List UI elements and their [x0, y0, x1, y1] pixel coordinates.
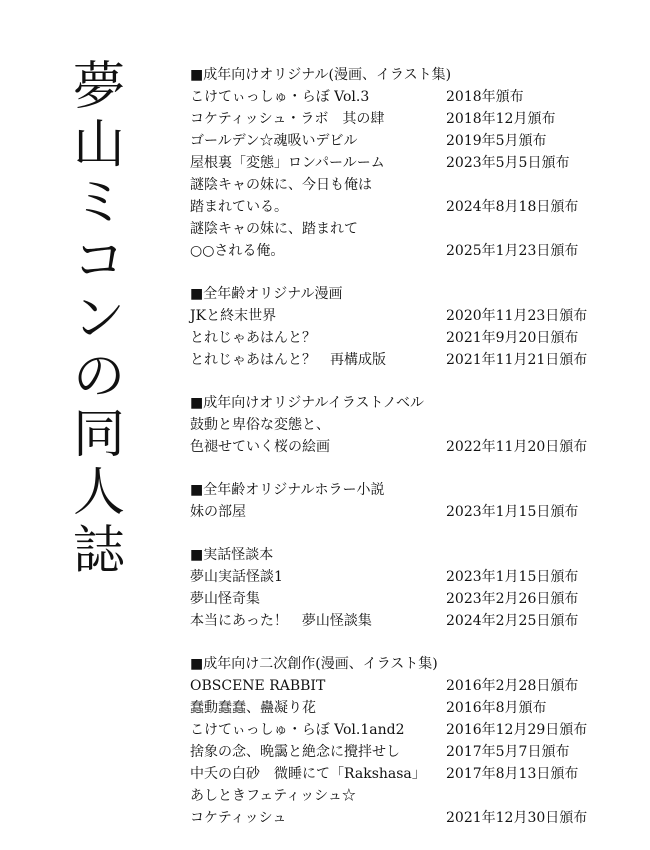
- list-item: [190, 152, 635, 174]
- work-title: ゴールデン☆魂吸いデビル: [190, 133, 358, 149]
- release-date: 2023年5月5日頒布: [446, 155, 570, 171]
- list-item: [190, 741, 635, 763]
- work-title: コケティッシュ・ラボ 其の肆: [190, 111, 385, 127]
- release-date: 2021年9月20日頒布: [446, 330, 579, 346]
- list-item: [190, 218, 635, 240]
- list-item: [190, 86, 635, 108]
- list-item: [190, 305, 635, 327]
- list-item: [190, 588, 635, 610]
- release-date: 2020年11月23日頒布: [446, 308, 588, 324]
- work-title: OBSCENE RABBIT: [190, 678, 326, 694]
- title-char: ン: [72, 289, 125, 349]
- work-title: 踏まれている。: [190, 199, 288, 215]
- work-title: 捨象の念、晩靄と絶念に攪拌せし: [190, 744, 400, 760]
- list-item: [190, 436, 635, 458]
- release-date: 2017年5月7日頒布: [446, 744, 570, 760]
- section-heading: ■成年向けオリジナルイラストノベル: [190, 395, 425, 411]
- release-date: 2018年12月頒布: [446, 111, 556, 127]
- list-item: [190, 697, 635, 719]
- work-title: ○○される俺。: [190, 243, 285, 259]
- work-title: 鼓動と卑俗な変態と、: [190, 417, 330, 433]
- work-title: 謎陰キャの妹に、今日も俺は: [190, 177, 372, 193]
- section-heading: ■全年齢オリジナル漫画: [190, 286, 343, 302]
- title-char: の: [72, 347, 125, 407]
- title-char: 人: [72, 463, 125, 523]
- list-item: [190, 130, 635, 152]
- section: [190, 544, 635, 632]
- title-char: 同: [72, 405, 125, 465]
- list-item: [190, 327, 635, 349]
- release-date: 2025年1月23日頒布: [446, 243, 579, 259]
- work-title: 夢山怪奇集: [190, 591, 260, 607]
- list-item: [190, 196, 635, 218]
- section: [190, 283, 635, 371]
- work-title: とれじゃあはんと？: [190, 330, 316, 346]
- list-item: [190, 174, 635, 196]
- vertical-title: [66, 58, 132, 580]
- work-title: こけてぃっしゅ・らぼ Vol.1and2: [190, 722, 405, 738]
- release-date: 2023年1月15日頒布: [446, 569, 579, 585]
- list-item: [190, 807, 635, 829]
- section: [190, 64, 635, 262]
- doujinshi-list: [190, 64, 635, 850]
- release-date: 2018年頒布: [446, 89, 524, 105]
- work-title: 屋根裏「変態」ロンパールーム: [190, 155, 385, 171]
- list-item: [190, 501, 635, 523]
- work-title: とれじゃあはんと？ 再構成版: [190, 352, 386, 368]
- section-heading: ■成年向けオリジナル(漫画、イラスト集): [190, 67, 452, 83]
- title-char: コ: [72, 231, 125, 291]
- work-title: 蠢動蠢蠢、蠱凝り花: [190, 700, 316, 716]
- section-heading: ■成年向け二次創作(漫画、イラスト集): [190, 656, 438, 672]
- section: [190, 479, 635, 523]
- work-title: 本当にあった！ 夢山怪談集: [190, 613, 372, 629]
- work-title: こけてぃっしゅ・らぼ Vol.3: [190, 89, 370, 105]
- work-title: JKと終末世界: [190, 308, 277, 324]
- release-date: 2024年8月18日頒布: [446, 199, 579, 215]
- list-item: [190, 414, 635, 436]
- release-date: 2021年12月30日頒布: [446, 810, 588, 826]
- work-title: 謎陰キャの妹に、踏まれて: [190, 221, 358, 237]
- work-title: 夢山実話怪談1: [190, 569, 283, 585]
- release-date: 2022年11月20日頒布: [446, 439, 588, 455]
- work-title: 色褪せていく桜の絵画: [190, 439, 330, 455]
- work-title: 中夭の白砂 微睡にて「Rakshasa」: [190, 766, 426, 782]
- work-title: 妹の部屋: [190, 504, 246, 520]
- release-date: 2016年2月28日頒布: [446, 678, 579, 694]
- list-item: [190, 566, 635, 588]
- work-title: あしときフェティッシュ☆: [190, 788, 356, 804]
- section: [190, 392, 635, 458]
- list-item: [190, 610, 635, 632]
- list-item: [190, 675, 635, 697]
- title-char: 山: [72, 115, 125, 175]
- release-date: 2023年2月26日頒布: [446, 591, 579, 607]
- section-heading: ■全年齢オリジナルホラー小説: [190, 482, 385, 498]
- list-item: [190, 108, 635, 130]
- release-date: 2019年5月頒布: [446, 133, 547, 149]
- release-date: 2016年12月29日頒布: [446, 722, 588, 738]
- release-date: 2021年11月21日頒布: [446, 352, 588, 368]
- list-item: [190, 719, 635, 741]
- release-date: 2017年8月13日頒布: [446, 766, 579, 782]
- list-item: [190, 763, 635, 785]
- list-item: [190, 240, 635, 262]
- list-item: [190, 785, 635, 807]
- title-char: ミ: [72, 173, 125, 233]
- work-title: コケティッシュ: [190, 810, 287, 826]
- release-date: 2016年8月頒布: [446, 700, 547, 716]
- title-char: 夢: [72, 57, 125, 117]
- section: [190, 653, 635, 829]
- title-char: 誌: [72, 521, 125, 581]
- release-date: 2023年1月15日頒布: [446, 504, 579, 520]
- release-date: 2024年2月25日頒布: [446, 613, 579, 629]
- section-heading: ■実話怪談本: [190, 547, 274, 563]
- list-item: [190, 349, 635, 371]
